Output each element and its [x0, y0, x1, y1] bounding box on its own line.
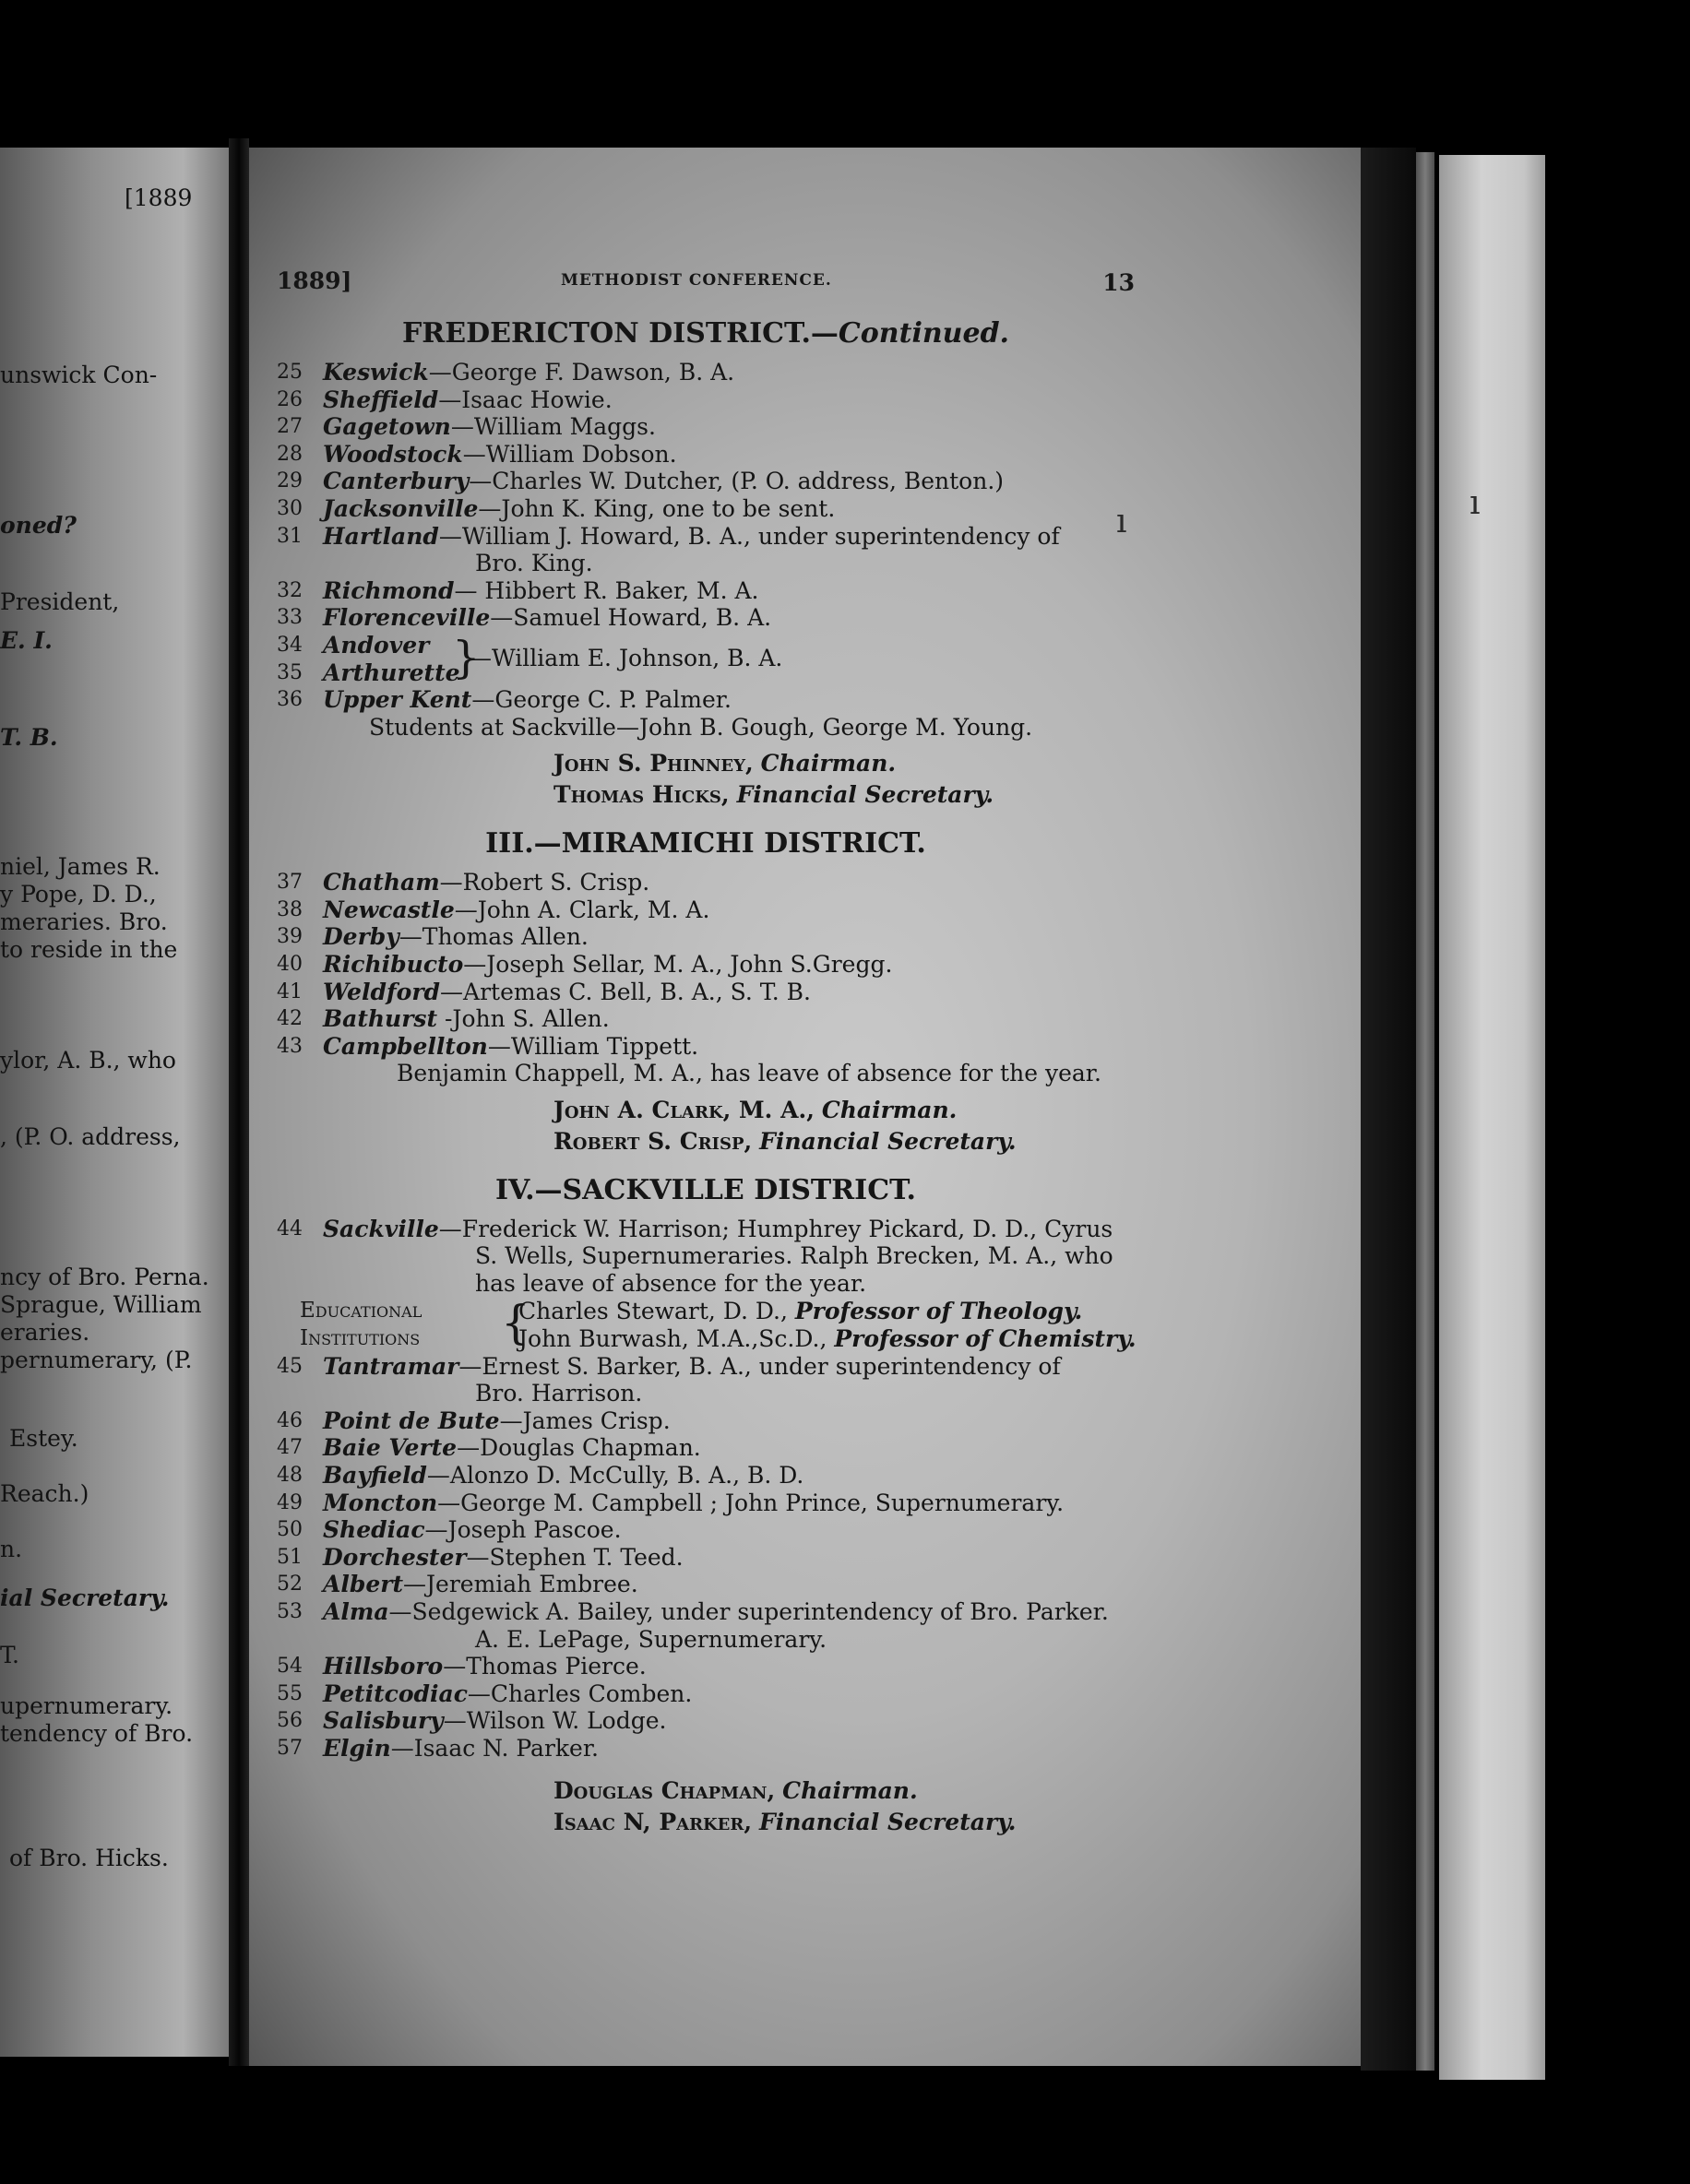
- circuit-appointment: —Thomas Pierce.: [443, 1653, 647, 1680]
- chairman-line: [277, 748, 1135, 779]
- circuit-appointment: —Douglas Chapman.: [457, 1434, 701, 1462]
- left-page-line: meraries. Bro.: [0, 908, 168, 935]
- page-edge-shadow: [1361, 148, 1416, 2071]
- circuit-place: Andover: [323, 631, 430, 659]
- circuit-row: [277, 468, 1135, 495]
- edu-person: John Burwash, M.A.,Sc.D.,: [518, 1324, 835, 1352]
- page-number: 13: [1102, 269, 1135, 296]
- page-edge-strip: [1416, 152, 1434, 2071]
- circuit-appointment: —William Dobson.: [462, 440, 677, 468]
- circuit-appointment: —Robert S. Crisp.: [439, 869, 650, 896]
- circuit-list-fredericton-after: [277, 686, 1135, 714]
- circuit-place: Point de Bute: [323, 1407, 500, 1434]
- pencil-mark: ı: [1470, 484, 1481, 522]
- chairman-name: Douglas Chapman,: [553, 1776, 776, 1804]
- circuit-row: [277, 413, 1135, 441]
- circuit-number: 43: [277, 1034, 303, 1058]
- edu-entry: [518, 1325, 1137, 1353]
- bracket-brace: }: [452, 631, 481, 683]
- circuit-place: Richmond: [323, 576, 455, 604]
- circuit-place: Campbellton: [323, 1032, 488, 1060]
- circuit-appointment: —Isaac Howie.: [438, 386, 613, 413]
- page-content: [277, 267, 1135, 1838]
- circuit-place: Canterbury: [323, 468, 470, 495]
- circuit-row: [277, 1005, 1135, 1033]
- circuit-place: Derby: [323, 923, 399, 951]
- circuit-number: 33: [277, 606, 303, 630]
- left-page-fragment: [0, 148, 229, 2057]
- left-page-line: niel, James R.: [0, 853, 161, 880]
- left-page-line: Estey.: [9, 1425, 78, 1452]
- circuit-appointment: —John K. King, one to be sent.: [478, 494, 836, 522]
- circuit-number: 25: [277, 361, 303, 384]
- circuit-row: [277, 1571, 1135, 1598]
- left-page-line: n.: [0, 1536, 23, 1562]
- circuit-place: Petitcodiac: [323, 1680, 468, 1707]
- circuit-number: 46: [277, 1408, 303, 1432]
- circuit-number: 37: [277, 871, 303, 895]
- secretary-name: Thomas Hicks,: [553, 781, 730, 809]
- circuit-row: [277, 386, 1135, 414]
- secretary-name: Robert S. Crisp,: [553, 1127, 753, 1155]
- circuit-continuation: Bro. Harrison.: [475, 1380, 643, 1407]
- circuit-appointment: —William Tippett.: [487, 1032, 699, 1060]
- circuit-place: Chatham: [323, 869, 440, 896]
- circuit-continuation: S. Wells, Supernumeraries. Ralph Brecken, M. A., who: [475, 1242, 1113, 1270]
- chairman-line: [277, 1095, 1135, 1126]
- shared-appointment: —William E. Johnson, B. A.: [469, 644, 783, 671]
- leave-note: Benjamin Chappell, M. A., has leave of absence for the year.: [397, 1060, 1101, 1087]
- circuit-row: [277, 1653, 1135, 1680]
- circuit-appointment: —Joseph Pascoe.: [424, 1516, 622, 1544]
- left-page-line: eraries.: [0, 1319, 90, 1346]
- circuit-place: Sheffield: [323, 386, 439, 413]
- circuit-number: 35: [277, 660, 303, 684]
- circuit-row: [277, 441, 1135, 469]
- circuit-continuation: has leave of absence for the year.: [475, 1270, 867, 1298]
- district-heading-miramichi: III.—MIRAMICHI DISTRICT.: [485, 827, 926, 861]
- circuit-number: 52: [277, 1573, 303, 1596]
- chairman-name: John S. Phinney,: [553, 750, 754, 777]
- left-page-line: y Pope, D. D.,: [0, 881, 157, 908]
- circuit-row: [277, 923, 1135, 951]
- circuit-place: Woodstock: [323, 440, 463, 468]
- circuit-number: 44: [277, 1217, 303, 1240]
- chairman-name: John A. Clark, M. A.,: [553, 1096, 815, 1123]
- circuit-number: 47: [277, 1436, 303, 1460]
- circuit-row: [277, 577, 1135, 605]
- secretary-role: Financial Secretary.: [759, 1808, 1017, 1835]
- circuit-place: Elgin: [323, 1734, 391, 1762]
- left-page-line: ial Secretary.: [0, 1585, 170, 1611]
- running-header: [277, 267, 1135, 304]
- circuit-place: Dorchester: [323, 1543, 467, 1571]
- left-page-line: Reach.): [0, 1480, 89, 1507]
- left-page-line: [1889: [125, 184, 193, 211]
- circuit-row: [277, 896, 1135, 924]
- circuit-appointment: —Charles Comben.: [467, 1680, 693, 1707]
- circuit-number: 49: [277, 1490, 303, 1514]
- circuit-appointment: —William J. Howard, B. A., under superintendency of: [438, 522, 1060, 550]
- circuit-appointment: —William Maggs.: [450, 413, 656, 441]
- circuit-appointment: —James Crisp.: [499, 1407, 671, 1434]
- circuit-place: Alma: [323, 1598, 389, 1625]
- secretary-line: [277, 1807, 1135, 1838]
- circuit-appointment: —Wilson W. Lodge.: [443, 1707, 667, 1735]
- circuit-number: 31: [277, 524, 303, 548]
- educational-institutions: [277, 1295, 1137, 1353]
- circuit-row: [277, 1216, 1135, 1298]
- pencil-mark: ı: [1116, 503, 1127, 540]
- circuit-appointment: —George M. Campbell ; John Prince, Supernumerary.: [437, 1489, 1065, 1516]
- circuit-appointment: —Isaac N. Parker.: [390, 1734, 599, 1762]
- running-title: METHODIST CONFERENCE.: [561, 271, 832, 290]
- district-heading-continued: Continued.: [838, 317, 1010, 350]
- edu-role: Professor of Chemistry.: [834, 1324, 1137, 1352]
- edu-label: Institutions: [300, 1325, 421, 1350]
- circuit-place: Baie Verte: [323, 1434, 458, 1462]
- book-gutter: [229, 138, 249, 2066]
- header-year: 1889]: [277, 267, 352, 294]
- circuit-number: 53: [277, 1600, 303, 1623]
- circuit-place: Albert: [323, 1571, 403, 1598]
- circuit-number: 45: [277, 1354, 303, 1378]
- secretary-line: [277, 1126, 1135, 1157]
- circuit-appointment: —Alonzo D. McCully, B. A., B. D.: [426, 1462, 804, 1490]
- left-page-line: of Bro. Hicks.: [9, 1845, 169, 1871]
- circuit-appointment: —George F. Dawson, B. A.: [428, 359, 735, 386]
- circuit-number: 55: [277, 1681, 303, 1705]
- left-page-line: tendency of Bro.: [0, 1720, 194, 1747]
- bracketed-circuits: [277, 632, 1135, 686]
- left-page-line: T. B.: [0, 724, 58, 751]
- left-page-line: E. I.: [0, 627, 53, 654]
- circuit-appointment: —Samuel Howard, B. A.: [490, 604, 772, 632]
- circuit-appointment: —John A. Clark, M. A.: [454, 896, 710, 923]
- circuit-appointment: —Stephen T. Teed.: [466, 1543, 684, 1571]
- circuit-place: Tantramar: [323, 1352, 459, 1380]
- circuit-row: [277, 1407, 1135, 1435]
- district-heading-sackville: IV.—SACKVILLE DISTRICT.: [495, 1173, 916, 1206]
- secretary-role: Financial Secretary.: [736, 781, 994, 809]
- circuit-row: [277, 1462, 1135, 1490]
- circuit-row: [277, 1707, 1135, 1735]
- circuit-place: Florenceville: [323, 604, 491, 632]
- left-page-line: unswick Con-: [0, 362, 158, 388]
- left-page-line: T.: [0, 1642, 19, 1668]
- left-page-line: upernumerary.: [0, 1692, 173, 1719]
- circuit-row: [277, 523, 1135, 577]
- circuit-row: [277, 951, 1135, 979]
- circuit-number: 28: [277, 442, 303, 466]
- circuit-row: [277, 869, 1135, 896]
- circuit-list-fredericton: [277, 359, 1135, 632]
- circuit-number: 39: [277, 925, 303, 949]
- circuit-row: [277, 604, 1135, 632]
- circuit-appointment: — Hibbert R. Baker, M. A.: [454, 576, 759, 604]
- edu-entry: [518, 1298, 1082, 1325]
- left-page-line: Sprague, William: [0, 1291, 202, 1318]
- district-heading-text: FREDERICTON DISTRICT.—: [401, 317, 839, 350]
- circuit-row: [277, 1033, 1135, 1061]
- circuit-number: 57: [277, 1736, 303, 1760]
- circuit-number: 27: [277, 415, 303, 439]
- circuit-number: 34: [277, 633, 303, 657]
- left-page-line: President,: [0, 588, 120, 615]
- edu-brace: {: [501, 1295, 530, 1349]
- circuit-row: [277, 1680, 1135, 1708]
- circuit-number: 32: [277, 578, 303, 602]
- secretary-role: Financial Secretary.: [759, 1127, 1017, 1155]
- students-note: Students at Sackville—John B. Gough, George M. Young.: [369, 713, 1033, 741]
- circuit-place: Bayfield: [323, 1462, 427, 1490]
- left-page-line: , (P. O. address,: [0, 1123, 181, 1150]
- chairman-role: Chairman.: [782, 1776, 918, 1804]
- circuit-place: Sackville: [323, 1215, 439, 1242]
- circuit-row: [277, 1544, 1135, 1572]
- left-page-line: pernumerary, (P.: [0, 1347, 193, 1373]
- circuit-number: 56: [277, 1709, 303, 1733]
- circuit-place: Richibucto: [323, 950, 464, 978]
- edu-role: Professor of Theology.: [794, 1297, 1083, 1324]
- circuit-appointment: —Ernest S. Barker, B. A., under superintendency of: [458, 1352, 1061, 1380]
- circuit-row: [277, 1516, 1135, 1544]
- circuit-place: Keswick: [323, 359, 429, 386]
- circuit-number: 50: [277, 1518, 303, 1542]
- circuit-appointment: —Frederick W. Harrison; Humphrey Pickard, D. D., Cyrus: [438, 1215, 1113, 1242]
- circuit-number: 36: [277, 687, 303, 711]
- circuit-place: Upper Kent: [323, 685, 472, 713]
- circuit-place: Gagetown: [323, 413, 451, 441]
- circuit-appointment: —George C. P. Palmer.: [471, 685, 732, 713]
- circuit-appointment: —Jeremiah Embree.: [403, 1571, 638, 1598]
- chairman-role: Chairman.: [760, 750, 897, 777]
- circuit-row: [277, 1598, 1135, 1653]
- circuit-number: 29: [277, 469, 303, 493]
- circuit-appointment: —Charles W. Dutcher, (P. O. address, Benton.): [469, 468, 1005, 495]
- circuit-place: Newcastle: [323, 896, 455, 923]
- circuit-place: Shediac: [323, 1516, 425, 1544]
- circuit-number: 51: [277, 1545, 303, 1569]
- circuit-number: 38: [277, 897, 303, 921]
- circuit-place: Moncton: [323, 1489, 438, 1516]
- circuit-number: 54: [277, 1655, 303, 1679]
- circuit-row: [277, 1735, 1135, 1763]
- chairman-role: Chairman.: [821, 1096, 958, 1123]
- page-edge-light: [1439, 155, 1545, 2080]
- left-page-line: ncy of Bro. Perna.: [0, 1264, 209, 1290]
- circuit-number: 42: [277, 1007, 303, 1031]
- circuit-list-sackville: [277, 1353, 1135, 1763]
- left-page-line: ylor, A. B., who: [0, 1047, 176, 1074]
- circuit-place: Jacksonville: [323, 494, 479, 522]
- circuit-number: 26: [277, 387, 303, 411]
- circuit-row: [277, 979, 1135, 1006]
- circuit-number: 41: [277, 979, 303, 1003]
- circuit-place: Arthurette: [323, 659, 460, 686]
- left-page-line: to reside in the: [0, 936, 178, 963]
- edu-label: Educational: [300, 1298, 422, 1323]
- left-page-line: oned?: [0, 512, 77, 539]
- circuit-place: Weldford: [323, 978, 441, 1005]
- circuit-row: [277, 359, 1135, 386]
- circuit-row: [277, 1353, 1135, 1407]
- circuit-row: [277, 1490, 1135, 1517]
- secretary-name: Isaac N, Parker,: [553, 1808, 753, 1835]
- circuit-appointment: —Joseph Sellar, M. A., John S.Gregg.: [463, 950, 893, 978]
- chairman-line: [277, 1775, 1135, 1807]
- secretary-line: [277, 779, 1135, 811]
- circuit-continuation: A. E. LePage, Supernumerary.: [475, 1625, 827, 1653]
- circuit-appointment: -John S. Allen.: [437, 1005, 610, 1033]
- circuit-row: [277, 686, 1135, 714]
- district-heading-fredericton: [277, 317, 1135, 350]
- circuit-place: Hillsboro: [323, 1653, 444, 1680]
- circuit-place: Salisbury: [323, 1707, 444, 1735]
- circuit-place: Bathurst: [323, 1005, 438, 1033]
- circuit-appointment: —Sedgewick A. Bailey, under superintendency of Bro. Parker.: [388, 1598, 1109, 1625]
- circuit-place: Hartland: [323, 522, 439, 550]
- circuit-number: 48: [277, 1464, 303, 1488]
- circuit-row: [277, 495, 1135, 523]
- edu-person: Charles Stewart, D. D.,: [518, 1297, 795, 1324]
- circuit-appointment: —Artemas C. Bell, B. A., S. T. B.: [440, 978, 811, 1005]
- circuit-number: 30: [277, 496, 303, 520]
- circuit-appointment: —Thomas Allen.: [399, 923, 589, 951]
- circuit-list-miramichi: [277, 869, 1135, 1060]
- circuit-number: 40: [277, 952, 303, 976]
- circuit-continuation: Bro. King.: [475, 550, 593, 577]
- circuit-row: [277, 1434, 1135, 1462]
